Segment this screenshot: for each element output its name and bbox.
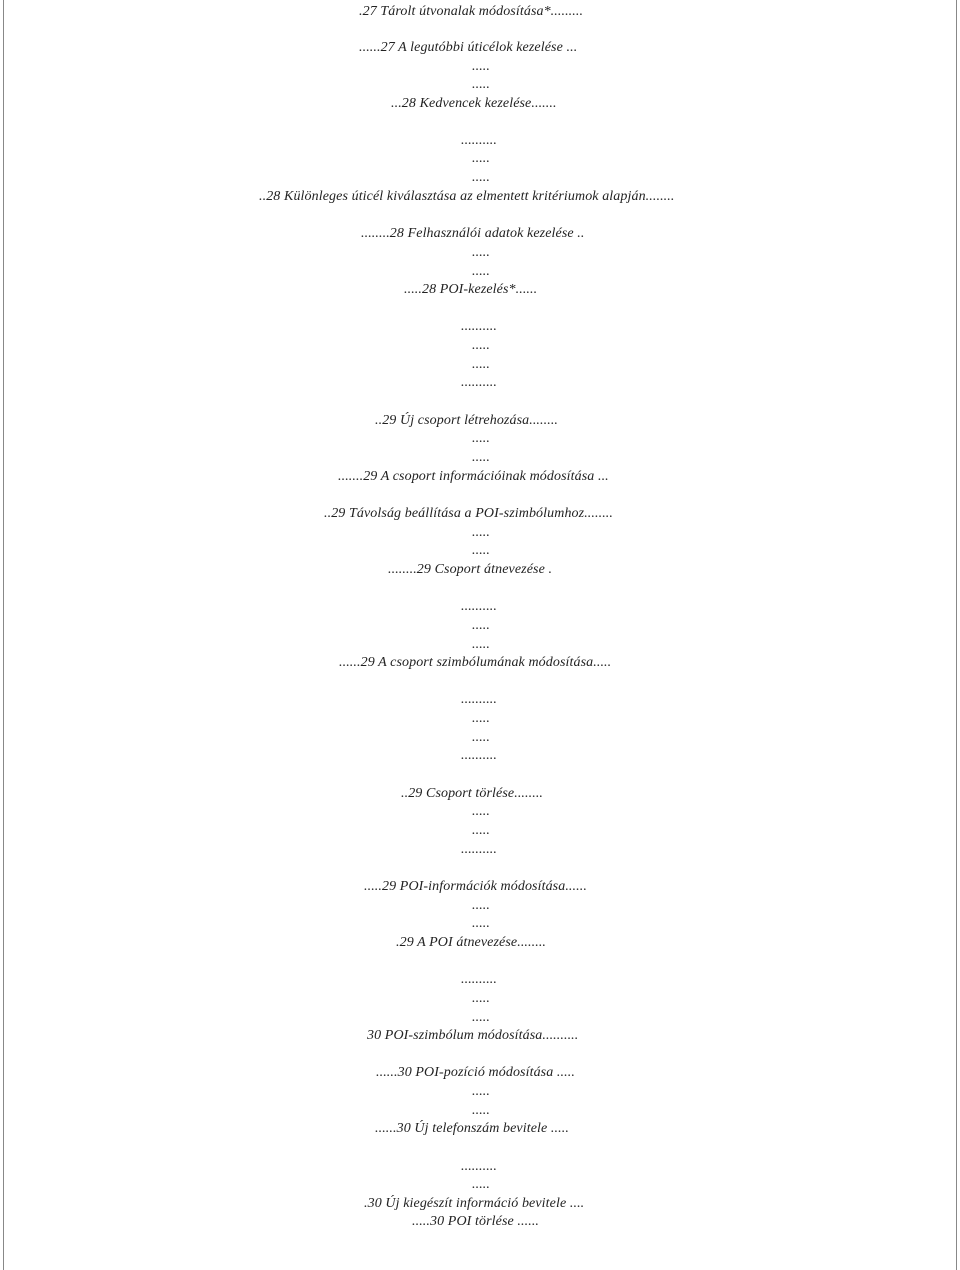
toc-dots: .......... <box>461 972 497 987</box>
toc-entry: ........29 Csoport átnevezése . <box>388 562 553 577</box>
toc-dots: ..... <box>472 151 490 166</box>
toc-dots: ..... <box>472 357 490 372</box>
toc-dots: .......... <box>461 133 497 148</box>
toc-entry: .27 Tárolt útvonalak módosítása*......... <box>359 4 584 19</box>
toc-dots: ..... <box>472 338 490 353</box>
toc-entry: ........28 Felhasználói adatok kezelése .. <box>361 226 585 241</box>
toc-entry: .......29 A csoport információinak módosítása ... <box>338 469 609 484</box>
toc-entry: .....30 POI törlése ...... <box>412 1214 540 1229</box>
toc-dots: ..... <box>472 170 490 185</box>
toc-entry: .....29 POI-információk módosítása...... <box>364 879 587 894</box>
toc-dots: ..... <box>472 804 490 819</box>
toc-dots: ..... <box>472 431 490 446</box>
toc-entry: ......29 A csoport szimbólumának módosítása..... <box>339 655 612 670</box>
toc-dots: ..... <box>472 991 490 1006</box>
toc-dots: ..... <box>472 264 490 279</box>
toc-entry: ...28 Kedvencek kezelése....... <box>391 96 557 111</box>
toc-dots: ..... <box>472 823 490 838</box>
toc-dots: .......... <box>461 319 497 334</box>
toc-dots: .......... <box>461 375 497 390</box>
toc-entry: ..29 Csoport törlése........ <box>401 786 544 801</box>
page-right-border <box>956 0 957 1270</box>
toc-entry: ..29 Távolság beállítása a POI-szimbólumhoz........ <box>324 506 613 521</box>
page-left-border <box>3 0 4 1270</box>
toc-dots: .......... <box>461 748 497 763</box>
toc-dots: ..... <box>472 59 490 74</box>
toc-dots: ..... <box>472 730 490 745</box>
toc-dots: .......... <box>461 842 497 857</box>
toc-entry: .30 Új kiegészít információ bevitele .... <box>364 1196 585 1211</box>
toc-dots: ..... <box>472 916 490 931</box>
toc-entry: ......30 Új telefonszám bevitele ..... <box>375 1121 569 1136</box>
toc-dots: ..... <box>472 1010 490 1025</box>
toc-entry: ..28 Különleges úticél kiválasztása az elmentett kritériumok alapján........ <box>259 189 675 204</box>
toc-entry: 30 POI-szimbólum módosítása.......... <box>367 1028 579 1043</box>
toc-entry: .29 A POI átnevezése........ <box>396 935 547 950</box>
toc-dots: ..... <box>472 711 490 726</box>
toc-dots: ..... <box>472 898 490 913</box>
toc-dots: ..... <box>472 543 490 558</box>
toc-dots: ..... <box>472 1103 490 1118</box>
toc-dots: .......... <box>461 1159 497 1174</box>
toc-entry: ......30 POI-pozíció módosítása ..... <box>376 1065 575 1080</box>
toc-dots: ..... <box>472 1177 490 1192</box>
toc-dots: ..... <box>472 245 490 260</box>
toc-entry: ..29 Új csoport létrehozása........ <box>375 413 559 428</box>
toc-dots: ..... <box>472 450 490 465</box>
toc-dots: ..... <box>472 618 490 633</box>
toc-dots: ..... <box>472 637 490 652</box>
toc-dots: ..... <box>472 77 490 92</box>
toc-dots: .......... <box>461 599 497 614</box>
toc-dots: ..... <box>472 525 490 540</box>
toc-dots: .......... <box>461 692 497 707</box>
toc-dots: ..... <box>472 1084 490 1099</box>
toc-entry: ......27 A legutóbbi úticélok kezelése ... <box>359 40 578 55</box>
toc-entry: .....28 POI-kezelés*...... <box>404 282 538 297</box>
